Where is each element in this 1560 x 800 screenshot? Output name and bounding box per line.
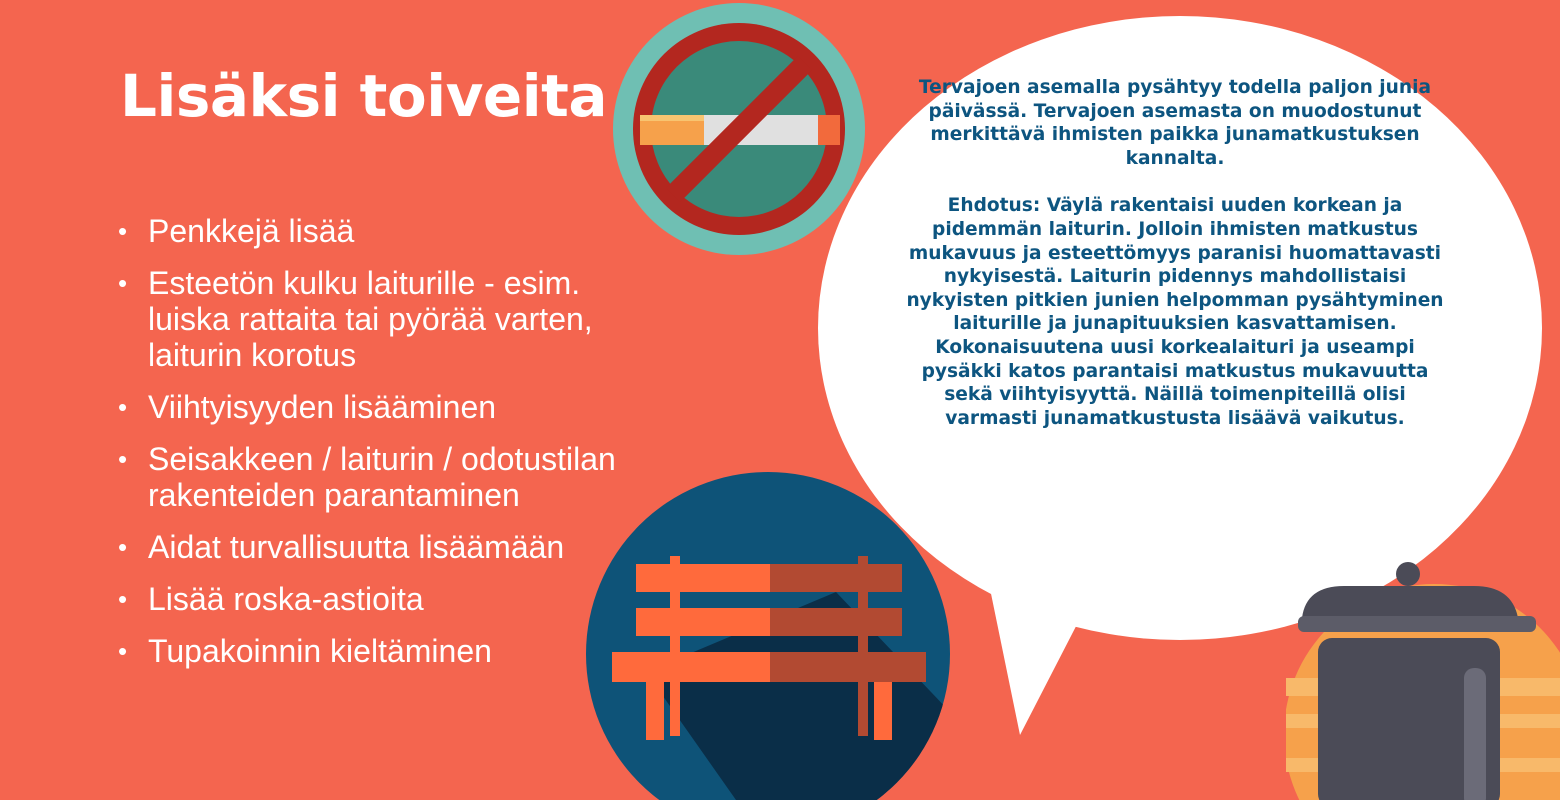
bullet-text: Viihtyisyyden lisääminen bbox=[148, 389, 497, 425]
bullet-item bbox=[116, 265, 636, 373]
bubble-paragraph-2: Ehdotus: Väylä rakentaisi uuden korkean ja pidemmän laiturin. Jolloin ihmisten matkustus mukavuus ja esteettömyys paranisi huomattavasti nykyisestä. Laiturin pidennys mahdollistaisi nykyisten pitkien junien helpomman pysähtyminen laiturille ja junapituuksien kasvattamisen. Kokonaisuutena uusi korkealaituri ja useampi pysäkki katos parantaisi matkustus mukavuutta sekä viihtyisyyttä. Näillä toimenpiteillä olisi varmasti junamatkustusta lisäävä vaikutus. bbox=[906, 195, 1444, 429]
bullet-dot: • bbox=[118, 636, 128, 666]
bullet-item bbox=[116, 633, 636, 669]
bullet-item bbox=[116, 213, 636, 249]
bullet-dot: • bbox=[118, 216, 128, 246]
bullet-text: Tupakoinnin kieltäminen bbox=[148, 633, 492, 669]
bullet-text: Aidat turvallisuutta lisäämään bbox=[148, 529, 565, 565]
bullet-dot: • bbox=[118, 532, 128, 562]
bullet-dot: • bbox=[118, 392, 128, 422]
bullet-dot: • bbox=[118, 444, 128, 474]
bullet-dot: • bbox=[118, 268, 128, 298]
bullet-list bbox=[116, 213, 636, 685]
bullet-dot: • bbox=[118, 584, 128, 614]
bullet-item bbox=[116, 389, 636, 425]
bullet-text: Lisää roska-astioita bbox=[148, 581, 424, 617]
no-smoking-icon bbox=[612, 2, 866, 256]
bullet-item bbox=[116, 441, 636, 513]
bubble-paragraph-1: Tervajoen asemalla pysähtyy todella paljon junia päivässä. Tervajoen asemasta on muodostunut merkittävä ihmisten paikka junamatkustuksen kannalta. bbox=[918, 77, 1432, 169]
bullet-text: Seisakkeen / laiturin / odotustilan rakenteiden parantaminen bbox=[148, 441, 616, 513]
bullet-item bbox=[116, 581, 636, 617]
bullet-text: Esteetön kulku laiturille - esim. luiska rattaita tai pyörää varten, laiturin korotus bbox=[148, 265, 593, 373]
bubble-text bbox=[905, 76, 1445, 430]
trash-can-icon bbox=[1286, 558, 1560, 800]
slide-title: Lisäksi toiveita bbox=[120, 62, 608, 130]
bullet-text: Penkkejä lisää bbox=[148, 213, 355, 249]
bullet-item bbox=[116, 529, 636, 565]
